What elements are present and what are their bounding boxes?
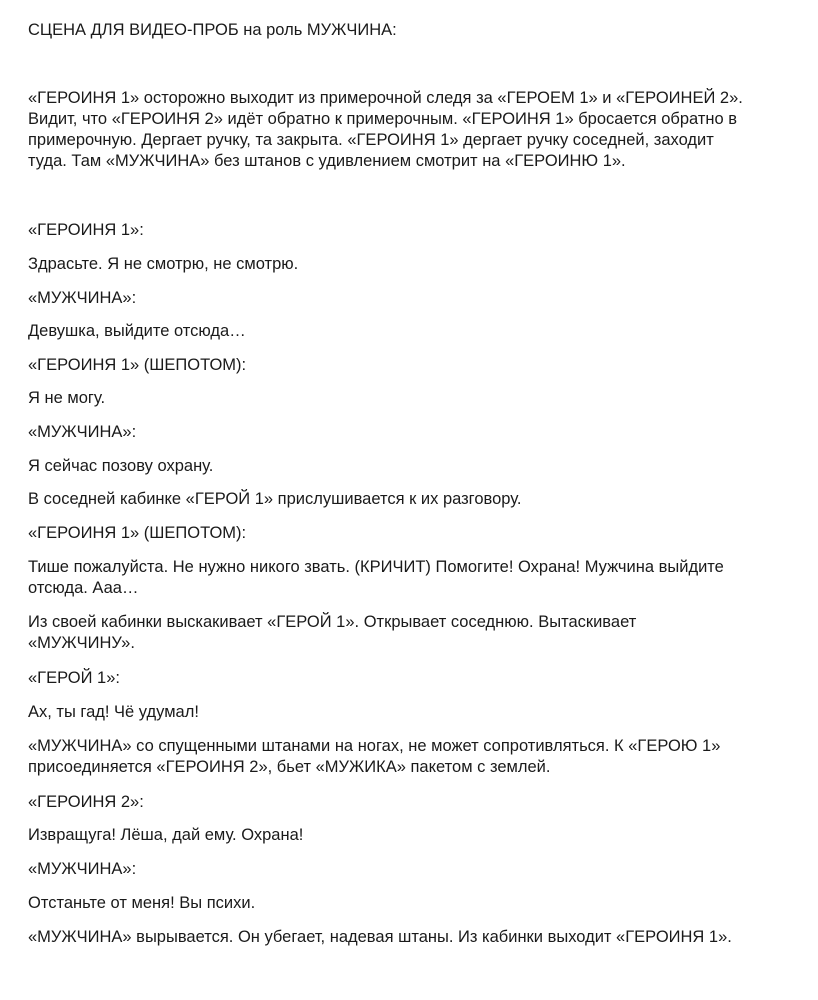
dialogue-line: Отстаньте от меня! Вы психи. [28, 894, 256, 912]
dialogue-line: Ах, ты гад! Чё удумал! [28, 703, 199, 721]
dialogue-line: Извращуга! Лёша, дай ему. Охрана! [28, 826, 304, 844]
dialogue-line: Я сейчас позову охрану. [28, 457, 214, 475]
speaker-heading: «МУЖЧИНА»: [28, 423, 137, 441]
speaker-heading: «ГЕРОИНЯ 1» (ШЕПОТОМ): [28, 356, 247, 374]
stage-direction: присоединяется «ГЕРОИНЯ 2», бьет «МУЖИКА» пакетом с землей. [28, 758, 551, 776]
scene-title: СЦЕНА ДЛЯ ВИДЕО-ПРОБ на роль МУЖЧИНА: [28, 21, 397, 39]
dialogue-line: Девушка, выйдите отсюда… [28, 322, 246, 340]
stage-direction: «МУЖЧИНУ». [28, 634, 135, 652]
stage-direction: В соседней кабинке «ГЕРОЙ 1» прислушивается к их разговору. [28, 490, 522, 508]
intro-line: туда. Там «МУЖЧИНА» без штанов с удивлением смотрит на «ГЕРОИНЮ 1». [28, 152, 626, 170]
dialogue-line: Здрасьте. Я не смотрю, не смотрю. [28, 255, 299, 273]
intro-line: «ГЕРОИНЯ 1» осторожно выходит из примерочной следя за «ГЕРОЕМ 1» и «ГЕРОИНЕЙ 2». [28, 89, 743, 107]
stage-direction: «МУЖЧИНА» со спущенными штанами на ногах, не может сопротивляться. К «ГЕРОЮ 1» [28, 737, 721, 755]
speaker-heading: «ГЕРОИНЯ 1»: [28, 221, 144, 239]
stage-direction: Из своей кабинки выскакивает «ГЕРОЙ 1». Открывает соседнюю. Вытаскивает [28, 613, 637, 631]
speaker-heading: «ГЕРОЙ 1»: [28, 669, 120, 687]
speaker-heading: «ГЕРОИНЯ 1» (ШЕПОТОМ): [28, 524, 247, 542]
speaker-heading: «ГЕРОИНЯ 2»: [28, 793, 144, 811]
dialogue-line: Я не могу. [28, 389, 106, 407]
intro-line: примерочную. Дергает ручку, та закрыта. «ГЕРОИНЯ 1» дергает ручку соседней, заходит [28, 131, 714, 149]
speaker-heading: «МУЖЧИНА»: [28, 860, 137, 878]
intro-line: Видит, что «ГЕРОИНЯ 2» идёт обратно к примерочным. «ГЕРОИНЯ 1» бросается обратно в [28, 110, 738, 128]
speaker-heading: «МУЖЧИНА»: [28, 289, 137, 307]
dialogue-line: Тише пожалуйста. Не нужно никого звать. (КРИЧИТ) Помогите! Охрана! Мужчина выйдите [28, 558, 724, 576]
stage-direction: «МУЖЧИНА» вырывается. Он убегает, надевая штаны. Из кабинки выходит «ГЕРОИНЯ 1». [28, 928, 732, 946]
dialogue-line: отсюда. Ааа… [28, 579, 139, 597]
